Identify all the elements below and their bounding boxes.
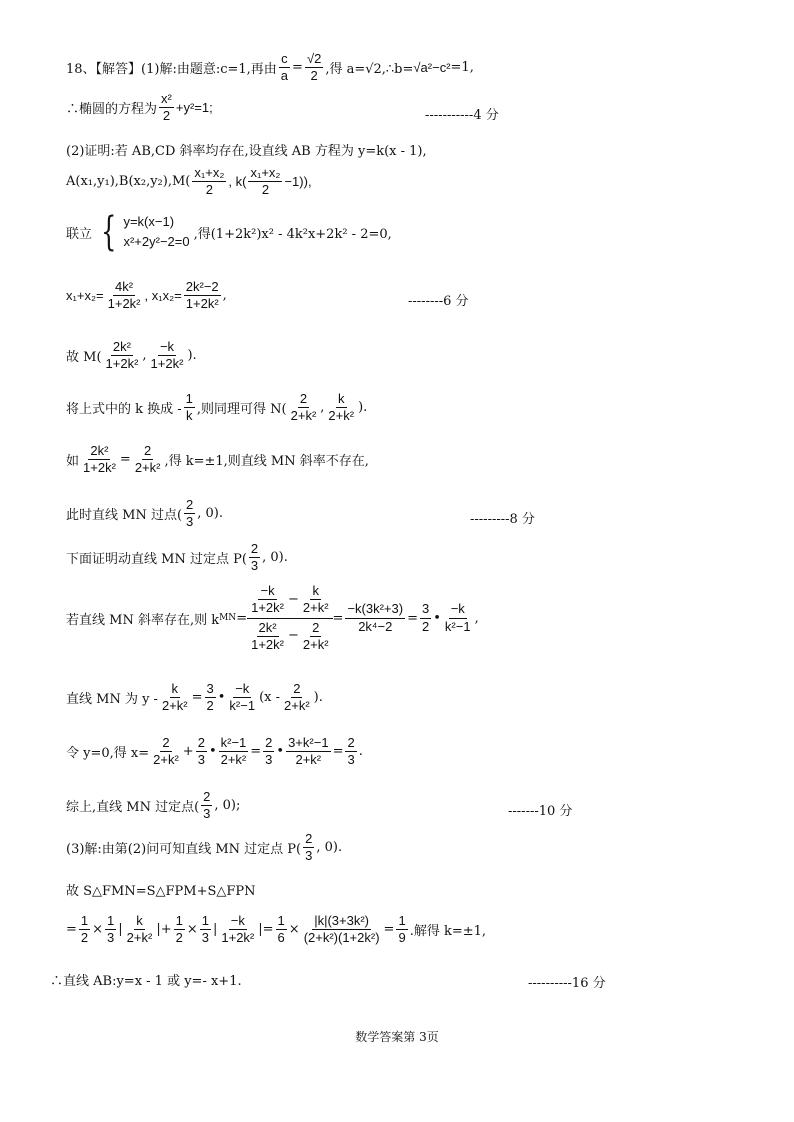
l13-dot: • — [217, 690, 226, 706]
l3-text: (2)证明:若 AB,CD 斜率均存在,设直线 AB 方程为 y=k(x - 1), — [66, 144, 427, 159]
l16-t1: (3)解:由第(2)问可知直线 MN 过定点 P( — [66, 842, 302, 858]
l12-compound-frac: $\frac{-k}{\text{1+2k²}}$ − $\frac{k}{\text{2+k²}}$ $\frac{\text{2k²}}{\text{1+2k²}}$ − $\frac{2}{\text{2+k²}}$ — [247, 584, 332, 652]
brace-icon: { — [101, 209, 117, 255]
l4-t2: , k( — [228, 174, 247, 190]
l12-t4: = — [407, 610, 418, 626]
l14-frac3: $\frac{\text{k²−1}}{\text{2+k²}}$ — [220, 735, 247, 768]
l4-frac2: $\frac{\text{x₁+x₂}}{2}$ — [250, 165, 281, 198]
line-12 — [66, 584, 479, 652]
l11-t1: 下面证明动直线 MN 过定点 P( — [66, 552, 247, 568]
score-10: -------10 分 — [508, 804, 573, 819]
l13-frac3: $\frac{-k}{\text{k²−1}}$ — [229, 681, 256, 714]
l18-t5: |= — [258, 922, 274, 938]
l12-t2: = — [236, 610, 248, 626]
line-5 — [66, 209, 392, 255]
l14-t4: = — [332, 744, 344, 760]
l7-t3: ). — [187, 348, 197, 364]
line-19 — [50, 970, 242, 989]
l15-t2: , 0); — [214, 798, 241, 814]
l14-dot2: • — [276, 744, 285, 760]
l10-frac: $\frac{2}{3}$ — [186, 497, 194, 530]
l14-t2: + — [182, 744, 194, 760]
l18-x1: × — [92, 922, 104, 938]
line-11 — [66, 542, 288, 574]
line-1 — [66, 52, 474, 84]
l13-t4: ). — [313, 690, 323, 706]
l14-frac2: $\frac{2}{3}$ — [197, 735, 205, 768]
l6-frac1: $\frac{\text{4k²}}{\text{1+2k²}}$ — [107, 279, 141, 312]
l13-frac4: $\frac{2}{\text{2+k²}}$ — [284, 681, 310, 714]
l14-t3: = — [250, 744, 262, 760]
line-6 — [66, 280, 227, 312]
l9-t2: = — [119, 452, 131, 468]
l12-t3: = — [332, 610, 344, 626]
l15-frac: $\frac{2}{3}$ — [203, 789, 211, 822]
l12-t1: 若直线 MN 斜率存在,则 k — [66, 612, 220, 628]
l18-frac-g: $\frac{1}{6}$ — [277, 913, 285, 946]
l15-t1: 综上,直线 MN 过定点( — [66, 800, 200, 816]
l13-t1: 直线 MN 为 y - — [66, 692, 158, 708]
l14-t1: 令 y=0,得 x= — [66, 746, 150, 762]
l10-t2: , 0). — [197, 506, 224, 522]
l12-t5: , — [474, 610, 479, 626]
line-4 — [66, 166, 312, 198]
l7-t2: , — [142, 348, 147, 364]
l14-frac1: $\frac{2}{\text{2+k²}}$ — [153, 735, 179, 768]
l12-dot: • — [433, 610, 441, 626]
l8-t1: 将上式中的 k 换成 - — [66, 402, 182, 418]
line-17 — [66, 880, 256, 899]
l18-x2: × — [186, 922, 198, 938]
l18-frac-i: $\frac{1}{9}$ — [398, 913, 406, 946]
l12-frac-e: $\frac{\text{−k(3k²+3)}}{\text{2k⁴−2}}$ — [347, 601, 404, 634]
l2-t1: ∴椭圆的方程为 — [66, 102, 158, 118]
line-14 — [66, 736, 363, 768]
l13-t3: (x - — [259, 690, 281, 706]
l18-t7: .解得 k=±1, — [409, 924, 487, 940]
l18-t2: | — [118, 922, 123, 938]
l8-frac3: $\frac{k}{\text{2+k²}}$ — [328, 391, 355, 424]
l2-t2: +y²=1; — [175, 100, 213, 116]
l11-frac: $\frac{2}{3}$ — [250, 541, 259, 574]
l9-t3: ,得 k=±1,则直线 MN 斜率不存在, — [164, 454, 369, 470]
line-18 — [66, 914, 486, 946]
l14-frac5: $\frac{\text{3+k²−1}}{\text{2+k²}}$ — [288, 735, 329, 768]
l18-t3: |+ — [156, 922, 172, 938]
line-9 — [66, 444, 369, 476]
l1-t3: =1, — [450, 60, 474, 76]
line-15 — [66, 790, 240, 822]
l14-dot: • — [208, 744, 217, 760]
l18-t1: = — [66, 922, 77, 938]
l18-frac-e: $\frac{1}{3}$ — [201, 913, 209, 946]
l11-t2: , 0). — [262, 550, 288, 566]
line-10 — [66, 498, 223, 530]
l8-frac1: $\frac{1}{k}$ — [185, 391, 193, 424]
l13-frac2: $\frac{3}{2}$ — [206, 681, 214, 714]
line-7 — [66, 340, 197, 372]
l13-frac1: $\frac{k}{\text{2+k²}}$ — [161, 681, 188, 714]
l18-frac-b: $\frac{1}{3}$ — [107, 913, 115, 946]
l7-frac2: $\frac{-k}{\text{1+2k²}}$ — [150, 339, 184, 372]
score-4: -----------4 分 — [425, 108, 499, 123]
l13-t2: = — [191, 690, 203, 706]
l9-frac1: $\frac{\text{2k²}}{\text{1+2k²}}$ — [83, 443, 116, 476]
l12-sub: MN — [219, 613, 237, 624]
l18-t4: | — [212, 922, 218, 938]
l19-text: ∴直线 AB:y=x - 1 或 y=- x+1. — [50, 974, 242, 989]
l6-frac2: $\frac{\text{2k²−2}}{\text{1+2k²}}$ — [185, 279, 219, 312]
l18-t6: = — [383, 922, 395, 938]
l18-frac-a: $\frac{1}{2}$ — [80, 913, 89, 946]
l18-frac-c: $\frac{k}{\text{2+k²}}$ — [126, 913, 153, 946]
l14-frac6: $\frac{2}{3}$ — [347, 735, 355, 768]
l8-t2: ,则同理可得 N( — [196, 402, 287, 418]
page-footer: 数学答案第 3页 — [355, 1030, 439, 1044]
line-2 — [66, 92, 213, 124]
l18-frac-d: $\frac{1}{2}$ — [175, 913, 183, 946]
l6-t3: , — [222, 288, 227, 304]
l1-eq: = — [292, 60, 303, 76]
l1-c1: c=1,再由 — [220, 62, 277, 78]
l5-row2: x²+2y²−2=0 — [123, 234, 190, 249]
l5-row1: y=k(x−1) — [123, 214, 175, 229]
line-3 — [66, 140, 427, 159]
l1-frac-c-a: $\frac{c}{a}$ — [280, 51, 289, 84]
l12-frac-g: $\frac{3}{2}$ — [422, 601, 430, 634]
l1-sqrt: √a²−c² — [413, 60, 451, 76]
line-16 — [66, 832, 342, 864]
l5-t2: ,得(1+2k²)x² - 4k²x+2k² - 2=0, — [193, 226, 392, 242]
l16-t2: , 0). — [316, 840, 343, 856]
l1-prefix: 18、【解答】(1)解:由题意: — [66, 62, 221, 78]
l12-frac-h: $\frac{-k}{\text{k²−1}}$ — [444, 601, 471, 634]
l4-t3: −1)), — [284, 174, 312, 190]
l18-frac-f: $\frac{-k}{\text{1+2k²}}$ — [221, 913, 255, 946]
l6-t1: x₁+x₂= — [66, 288, 104, 304]
l18-x3: × — [288, 922, 300, 938]
line-13 — [66, 682, 323, 714]
l14-frac4: $\frac{2}{3}$ — [265, 735, 273, 768]
l7-frac1: $\frac{\text{2k²}}{\text{1+2k²}}$ — [105, 339, 139, 372]
l7-t1: 故 M( — [66, 350, 102, 366]
l18-frac-h: $\frac{\text{|k|(3+3k²)}}{\text{(2+k²)(1+2k²)}}$ — [303, 913, 380, 946]
score-8: ---------8 分 — [470, 512, 535, 527]
score-6: --------6 分 — [408, 294, 469, 309]
l5-t1: 联立 — [66, 226, 93, 242]
line-8 — [66, 392, 367, 424]
l4-frac1: $\frac{\text{x₁+x₂}}{2}$ — [194, 165, 225, 198]
equation-system — [96, 209, 190, 255]
l17-text: 故 S△FMN=S△FPM+S△FPN — [66, 884, 256, 899]
l8-t4: ). — [358, 400, 368, 416]
l6-t2: , x₁x₂= — [144, 288, 182, 304]
l16-frac: $\frac{2}{3}$ — [305, 831, 313, 864]
l8-t3: , — [320, 400, 325, 416]
l1-frac-sqrt2: $\frac{√2}{2}$ — [306, 51, 322, 84]
l9-t1: 如 — [66, 454, 80, 470]
l1-t2: ,得 a=√2,∴b= — [325, 62, 414, 78]
l14-t5: . — [358, 744, 363, 760]
score-16: ----------16 分 — [528, 976, 606, 991]
l8-frac2: $\frac{2}{\text{2+k²}}$ — [290, 391, 317, 424]
l9-frac2: $\frac{2}{\text{2+k²}}$ — [134, 443, 161, 476]
l10-t1: 此时直线 MN 过点( — [66, 508, 183, 524]
l2-frac: $\frac{\text{x²}}{2}$ — [161, 91, 172, 124]
l4-t1: A(x₁,y₁),B(x₂,y₂),M( — [66, 174, 191, 190]
